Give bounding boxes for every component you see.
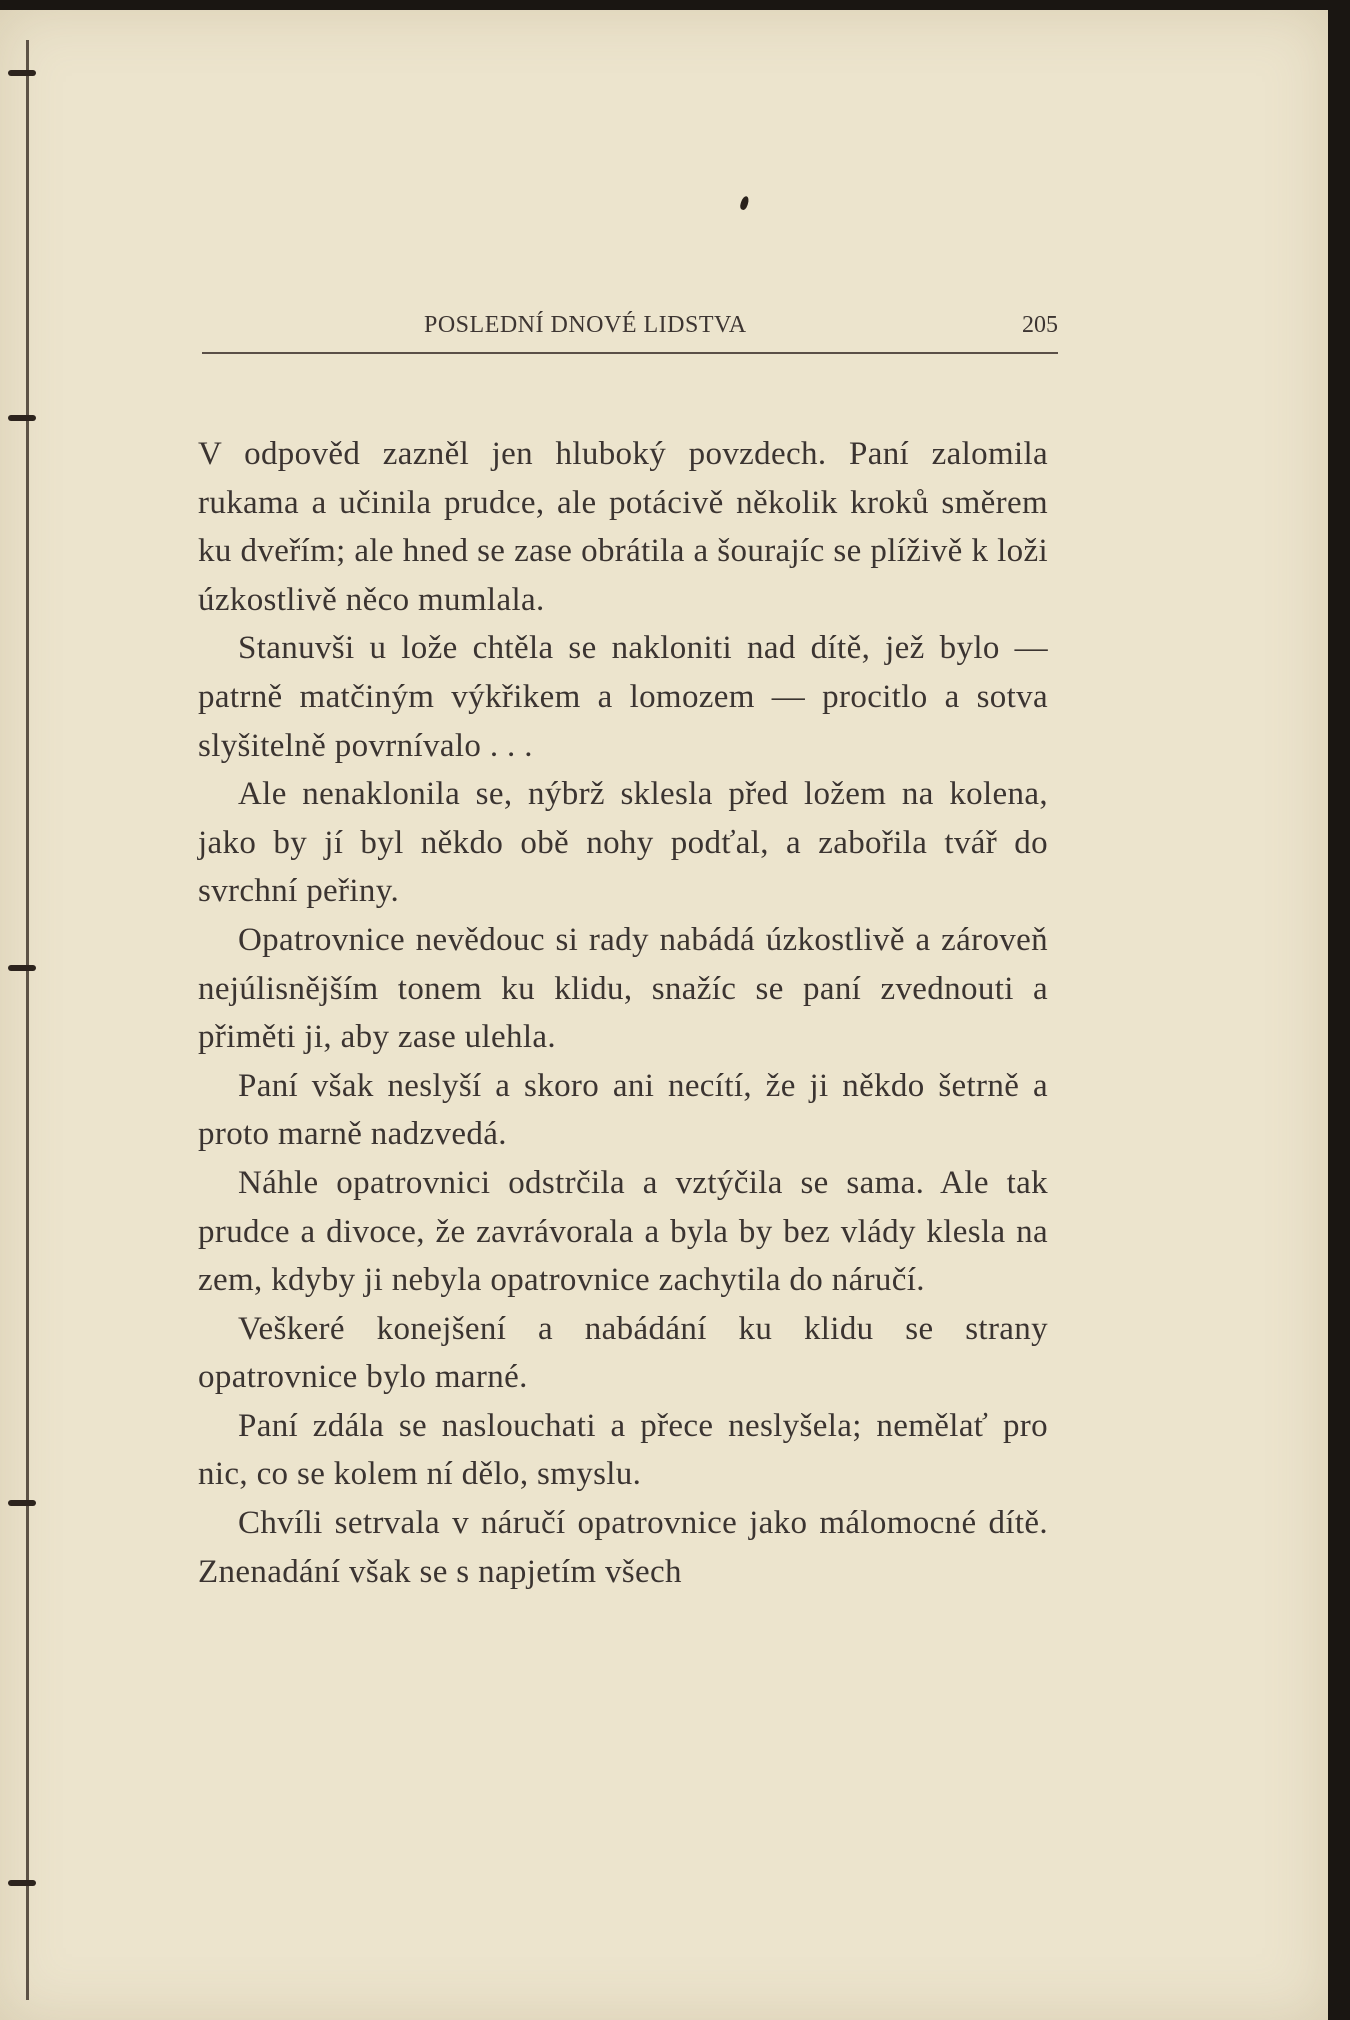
paragraph: Chvíli setrvala v náručí opatrovnice jako málomocné dítě. Znenadání však se s napjetím všech [198, 1505, 1048, 1590]
paragraph: Opatrovnice nevědouc si rady nabádá úzkostlivě a zároveň nejúlisnějším tonem ku klidu, snažíc se paní zvednouti a přiměti ji, aby zase ulehla. [198, 921, 1048, 1056]
binding-mark [8, 965, 36, 971]
page-number: 205 [1022, 312, 1058, 338]
paragraph: Paní zdála se naslouchati a přece neslyšela; nemělať pro nic, co se kolem ní dělo, smyslu. [198, 1407, 1048, 1493]
binding-mark [8, 415, 36, 421]
paragraph: Náhle opatrovnici odstrčila a vztýčila se sama. Ale tak prudce a divoce, že zavrávorala a byla by bez vlády klesla na zem, kdyby ji nebyla opatrovnice zachytila do náručí. [198, 1164, 1048, 1299]
scan-border-top [0, 0, 1350, 10]
paragraph: Stanuvši u lože chtěla se nakloniti nad dítě, jež bylo — patrně matčiným výkřikem a lomozem — procitlo a sotva slyšitelně povrnívalo . . . [198, 630, 1048, 764]
paragraph: V odpověd zazněl jen hluboký povzdech. Paní zalomila rukama a učinila prudce, ale potácivě několik kroků směrem ku dveřím; ale hned se zase obrátila a šourajíc se plíživě k loži úzkostlivě něco mumlala. [198, 436, 1048, 618]
running-header [202, 306, 1058, 354]
body-text [198, 430, 1048, 1596]
running-title: POSLEDNÍ DNOVÉ LIDSTVA [424, 312, 747, 338]
binding-mark [8, 1880, 36, 1886]
ink-speck [739, 195, 750, 210]
paragraph: Paní však neslyší a skoro ani necítí, že ji někdo šetrně a proto marně nadzvedá. [198, 1067, 1048, 1153]
paragraph: Veškeré konejšení a nabádání ku klidu se strany opatrovnice bylo marné. [198, 1310, 1048, 1396]
scan-border-right [1328, 0, 1350, 2020]
paragraph: Ale nenaklonila se, nýbrž sklesla před ložem na kolena, jako by jí byl někdo obě nohy podťal, a zabořila tvář do svrchní peřiny. [198, 776, 1048, 910]
binding-mark [8, 1500, 36, 1506]
binding-mark [8, 70, 36, 76]
book-page [0, 10, 1328, 2020]
binding-line [26, 40, 29, 2000]
